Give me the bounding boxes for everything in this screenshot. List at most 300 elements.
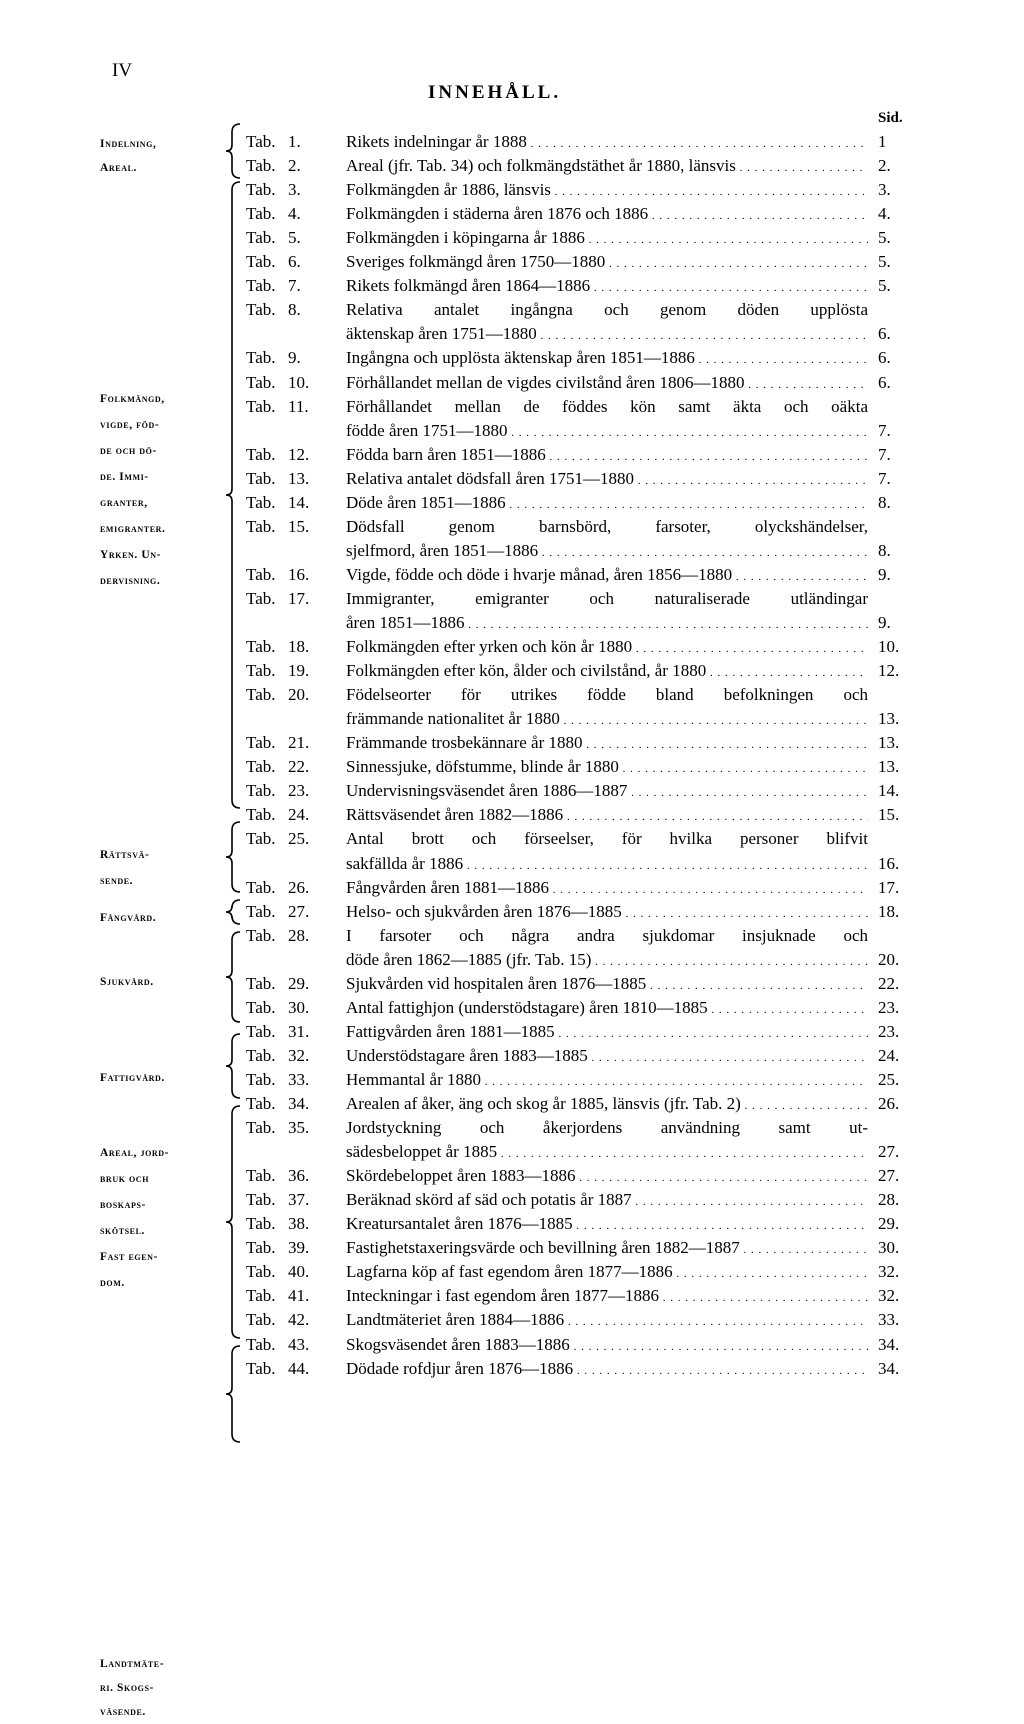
toc-entry-title-text: födde åren 1751—1880 . . . bbox=[346, 421, 868, 441]
toc-entry-title bbox=[346, 1070, 868, 1090]
toc-entry-label bbox=[246, 276, 301, 296]
toc-entry-label bbox=[246, 156, 301, 176]
category-label-line: skötsel. bbox=[100, 1225, 146, 1237]
tab-number: 43. bbox=[288, 1334, 310, 1354]
tab-label: Tab. bbox=[246, 1190, 276, 1210]
toc-entry-title-text: Relativa antalet ingångna och genom döden upplösta bbox=[346, 300, 868, 320]
toc-entry-title bbox=[346, 469, 868, 489]
category-label-line: granter, bbox=[100, 497, 148, 509]
tab-number: 20. bbox=[288, 685, 310, 705]
toc-entry-title bbox=[346, 397, 868, 417]
toc-entry-page: 32. bbox=[878, 1286, 900, 1306]
category-label-line: Rättsvä- bbox=[100, 849, 150, 861]
toc-entry-label bbox=[246, 469, 309, 489]
toc-entry-title bbox=[346, 421, 868, 441]
category-label bbox=[100, 906, 230, 930]
toc-entry-page: 15. bbox=[878, 805, 900, 825]
tab-number: 19. bbox=[288, 661, 310, 681]
category-label bbox=[100, 132, 230, 180]
category-label-line: Fattigvård. bbox=[100, 1072, 165, 1084]
toc-entry-page: 26. bbox=[878, 1094, 900, 1113]
toc-entry-title bbox=[346, 1046, 868, 1066]
toc-entry-label bbox=[246, 757, 309, 777]
tab-label: Tab. bbox=[246, 588, 276, 608]
category-label bbox=[100, 970, 230, 994]
toc-entry-title bbox=[346, 373, 868, 393]
toc-entry-title bbox=[346, 1262, 868, 1282]
toc-entry-title bbox=[346, 1118, 868, 1138]
tab-number: 16. bbox=[288, 564, 310, 584]
curly-brace bbox=[226, 1346, 240, 1442]
tab-label: Tab. bbox=[246, 973, 276, 993]
tab-number: 13. bbox=[288, 468, 310, 488]
toc-entry-title-text: Rikets folkmängd åren 1864—1886 . . . bbox=[346, 276, 868, 296]
toc-entry-title bbox=[346, 565, 868, 585]
toc-entry-page: 32. bbox=[878, 1262, 900, 1282]
toc-entry-label bbox=[246, 445, 309, 465]
tab-number: 8. bbox=[288, 300, 301, 320]
page-title: INNEHÅLL. bbox=[428, 82, 562, 103]
toc-entry-label bbox=[246, 1286, 309, 1306]
category-label bbox=[100, 386, 230, 594]
toc-entry-title-text: Folkmängden i köpingarna år 1886 . . . bbox=[346, 228, 868, 248]
toc-entry-page: 10. bbox=[878, 637, 900, 657]
toc-entry-label bbox=[246, 829, 309, 849]
tab-number: 5. bbox=[288, 228, 301, 248]
toc-entry-label bbox=[246, 685, 309, 705]
tab-label: Tab. bbox=[246, 1094, 276, 1113]
toc-entry-label bbox=[246, 1359, 309, 1379]
category-label-line: emigranter. bbox=[100, 523, 166, 535]
toc-entry-label bbox=[246, 781, 309, 801]
tab-label: Tab. bbox=[246, 757, 276, 777]
toc-entry-title-text: Folkmängden efter kön, ålder och civilstånd, år 1880 . . . bbox=[346, 661, 868, 681]
category-label-line: Sjukvård. bbox=[100, 976, 154, 988]
toc-entry-page: 13. bbox=[878, 757, 900, 777]
toc-entry-title bbox=[346, 300, 868, 320]
toc-entry-title-text: äktenskap åren 1751—1880 . . . bbox=[346, 324, 868, 344]
toc-entry-page: 2. bbox=[878, 156, 891, 176]
tab-number: 14. bbox=[288, 492, 310, 512]
category-label-line: Areal, jord- bbox=[100, 1147, 170, 1159]
category-label bbox=[100, 1652, 230, 1724]
toc-entry-title bbox=[346, 493, 868, 513]
tab-number: 39. bbox=[288, 1238, 310, 1258]
tab-number: 29. bbox=[288, 973, 310, 993]
toc-entry-title-text: Sjukvården vid hospitalen åren 1876—1885 . . . bbox=[346, 974, 868, 994]
toc-entry-title-text: Folkmängden i städerna åren 1876 och 1886 . . . bbox=[346, 204, 868, 224]
toc-entry-title-text: Helso- och sjukvården åren 1876—1885 . . . bbox=[346, 902, 868, 922]
toc-entry-label bbox=[246, 1022, 309, 1042]
toc-entry-label bbox=[246, 1238, 309, 1258]
category-label-line: Landtmäte- bbox=[100, 1658, 165, 1670]
tab-number: 31. bbox=[288, 1021, 310, 1041]
tab-label: Tab. bbox=[246, 685, 276, 705]
toc-entry-label bbox=[246, 1214, 309, 1234]
toc-entry-label bbox=[246, 926, 309, 946]
toc-entry-title-text: Skördebeloppet åren 1883—1886 . . . bbox=[346, 1166, 868, 1186]
toc-entry-page: 25. bbox=[878, 1069, 900, 1089]
toc-entry-title bbox=[346, 156, 868, 176]
page-column-header: Sid. bbox=[878, 110, 903, 126]
tab-label: Tab. bbox=[246, 1069, 276, 1089]
toc-entry-label bbox=[246, 373, 309, 393]
tab-label: Tab. bbox=[246, 805, 276, 825]
toc-entry-label bbox=[246, 1166, 309, 1186]
toc-entry-label bbox=[246, 1118, 309, 1138]
toc-entry-label bbox=[246, 902, 309, 922]
toc-entry-title bbox=[346, 1335, 868, 1355]
tab-number: 4. bbox=[288, 204, 301, 224]
toc-entry-title-text: Folkmängden efter yrken och kön år 1880 . . . bbox=[346, 637, 868, 657]
toc-entry-title bbox=[346, 950, 868, 970]
category-label-line: de och dö- bbox=[100, 445, 157, 457]
toc-entry-page: 7. bbox=[878, 444, 891, 464]
toc-entry-page: 30. bbox=[878, 1238, 900, 1258]
toc-entry-title-text: Dödade rofdjur åren 1876—1886 . . . bbox=[346, 1359, 868, 1379]
toc-entry-title bbox=[346, 1190, 868, 1210]
toc-entry-title-text: Rättsväsendet åren 1882—1886 . . . bbox=[346, 805, 868, 825]
toc-entry-page: 9. bbox=[878, 613, 891, 632]
tab-label: Tab. bbox=[246, 1045, 276, 1065]
toc-entry-title bbox=[346, 445, 868, 465]
toc-entry-page: 18. bbox=[878, 901, 900, 921]
category-label-line: boskaps- bbox=[100, 1199, 146, 1211]
toc-entry-page: 17. bbox=[878, 877, 900, 897]
tab-label: Tab. bbox=[246, 829, 276, 849]
toc-entry-label bbox=[246, 805, 309, 825]
toc-entry-label bbox=[246, 132, 301, 152]
toc-entry-label bbox=[246, 1046, 309, 1066]
toc-entry-title bbox=[346, 998, 868, 1018]
toc-entry-title-text: Dödsfall genom barnsbörd, farsoter, olyckshändelser, bbox=[346, 516, 868, 536]
tab-number: 38. bbox=[288, 1214, 310, 1234]
toc-entry-label bbox=[246, 998, 309, 1018]
toc-entry-title-text: Antal fattighjon (understödstagare) åren 1810—1885 . . . bbox=[346, 998, 868, 1018]
toc-entry-title-text: Förhållandet mellan de vigdes civilstånd åren 1806—1880 . . . bbox=[346, 373, 868, 393]
tab-number: 21. bbox=[288, 733, 310, 753]
toc-entry-label bbox=[246, 1190, 309, 1210]
page-number: IV bbox=[112, 60, 133, 81]
tab-label: Tab. bbox=[246, 925, 276, 945]
tab-label: Tab. bbox=[246, 1118, 276, 1138]
toc-entry-title bbox=[346, 348, 868, 368]
toc-entry-title-text: Jordstyckning och åkerjordens användning samt ut- bbox=[346, 1118, 868, 1138]
tab-label: Tab. bbox=[246, 132, 276, 151]
toc-entry-page: 3. bbox=[878, 180, 891, 200]
tab-number: 7. bbox=[288, 276, 301, 296]
tab-number: 41. bbox=[288, 1286, 310, 1306]
toc-entry-page: 4. bbox=[878, 204, 891, 224]
tab-number: 42. bbox=[288, 1310, 310, 1330]
toc-entry-title bbox=[346, 1022, 868, 1042]
toc-entry-page: 23. bbox=[878, 997, 900, 1017]
tab-label: Tab. bbox=[246, 661, 276, 681]
tab-number: 36. bbox=[288, 1166, 310, 1186]
toc-entry-title-text: Lagfarna köp af fast egendom åren 1877—1886 . . . bbox=[346, 1262, 868, 1282]
toc-entry-page: 1 bbox=[878, 132, 887, 151]
toc-entry-page: 29. bbox=[878, 1214, 900, 1234]
tab-label: Tab. bbox=[246, 1358, 276, 1378]
toc-entry-title bbox=[346, 829, 868, 849]
toc-entry-title bbox=[346, 541, 868, 561]
tab-label: Tab. bbox=[246, 396, 276, 416]
toc-entry-page: 23. bbox=[878, 1021, 900, 1041]
tab-label: Tab. bbox=[246, 1238, 276, 1258]
toc-entry-title-text: Fångvården åren 1881—1886 . . . bbox=[346, 878, 868, 898]
toc-entry-page: 9. bbox=[878, 564, 891, 584]
toc-entry-label bbox=[246, 589, 309, 609]
category-label-line: de. Immi- bbox=[100, 471, 149, 483]
toc-entry-title bbox=[346, 252, 868, 272]
tab-number: 3. bbox=[288, 180, 301, 200]
toc-entry-title-text: Ingångna och upplösta äktenskap åren 1851—1886 . . . bbox=[346, 348, 868, 368]
toc-entry-label bbox=[246, 300, 301, 320]
category-label-line: Yrken. Un- bbox=[100, 549, 162, 561]
category-label bbox=[100, 1140, 230, 1296]
category-label-line: väsende. bbox=[100, 1706, 146, 1718]
toc-entry-title bbox=[346, 180, 868, 200]
toc-entry-title-text: Födelseorter för utrikes födde bland befolkningen och bbox=[346, 685, 868, 705]
toc-entry-label bbox=[246, 565, 309, 585]
toc-entry-page: 33. bbox=[878, 1310, 900, 1330]
toc-entry-title bbox=[346, 1094, 868, 1114]
toc-entry-label bbox=[246, 493, 309, 513]
toc-entry-title bbox=[346, 757, 868, 777]
toc-entry-title bbox=[346, 1238, 868, 1258]
tab-number: 26. bbox=[288, 877, 310, 897]
toc-entry-title bbox=[346, 685, 868, 705]
toc-entry-title bbox=[346, 974, 868, 994]
toc-entry-title-text: Relativa antalet dödsfall åren 1751—1880 . . . bbox=[346, 469, 868, 489]
toc-entry-title-text: Rikets indelningar år 1888 . . . bbox=[346, 132, 868, 152]
toc-entry-page: 8. bbox=[878, 540, 891, 560]
tab-label: Tab. bbox=[246, 1166, 276, 1186]
toc-entry-label bbox=[246, 517, 309, 537]
toc-entry-page: 6. bbox=[878, 348, 891, 368]
category-label bbox=[100, 842, 230, 894]
tab-label: Tab. bbox=[246, 492, 276, 512]
tab-label: Tab. bbox=[246, 1262, 276, 1282]
category-label-line: Fast egen- bbox=[100, 1251, 158, 1263]
toc-entry-title-text: Fastighetstaxeringsvärde och bevillning åren 1882—1887 . . . bbox=[346, 1238, 868, 1258]
tab-label: Tab. bbox=[246, 348, 276, 368]
toc-entry-label bbox=[246, 397, 309, 417]
toc-entry-title bbox=[346, 228, 868, 248]
tab-number: 22. bbox=[288, 757, 310, 777]
toc-entry-label bbox=[246, 228, 301, 248]
toc-entry-title-text: Inteckningar i fast egendom åren 1877—1886 . . . bbox=[346, 1286, 868, 1306]
toc-entry-title bbox=[346, 276, 868, 296]
toc-entry-title-text: Arealen af åker, äng och skog år 1885, länsvis (jfr. Tab. 2) . . . bbox=[346, 1094, 868, 1114]
toc-entry-page: 5. bbox=[878, 276, 891, 296]
toc-entry-label bbox=[246, 180, 301, 200]
tab-number: 15. bbox=[288, 516, 310, 536]
tab-label: Tab. bbox=[246, 637, 276, 657]
toc-entry-title bbox=[346, 709, 868, 729]
toc-entry-title bbox=[346, 733, 868, 753]
toc-entry-title-text: döde åren 1862—1885 (jfr. Tab. 15) . . . bbox=[346, 950, 868, 970]
category-label-line: Folkmängd, bbox=[100, 393, 165, 405]
toc-entry-title bbox=[346, 781, 868, 801]
toc-entry-title bbox=[346, 589, 868, 609]
tab-number: 9. bbox=[288, 348, 301, 368]
toc-entry-page: 5. bbox=[878, 228, 891, 248]
toc-entry-title bbox=[346, 1166, 868, 1186]
toc-entry-title bbox=[346, 1214, 868, 1234]
toc-entry-title-text: Understödstagare åren 1883—1885 . . . bbox=[346, 1046, 868, 1066]
toc-entry-title bbox=[346, 1359, 868, 1379]
tab-number: 2. bbox=[288, 156, 301, 176]
toc-entry-page: 7. bbox=[878, 468, 891, 488]
toc-entry-title-text: åren 1851—1886 . . . bbox=[346, 613, 868, 633]
tab-number: 32. bbox=[288, 1045, 310, 1065]
toc-entry-label bbox=[246, 348, 301, 368]
toc-entry-label bbox=[246, 1070, 309, 1090]
tab-label: Tab. bbox=[246, 372, 276, 392]
tab-label: Tab. bbox=[246, 300, 276, 320]
toc-entry-title bbox=[346, 324, 868, 344]
toc-entry-page: 13. bbox=[878, 709, 900, 729]
toc-entry-title bbox=[346, 613, 868, 633]
category-label-line: vigde, föd- bbox=[100, 419, 160, 431]
toc-entry-title-text: sakfällda år 1886 . . . bbox=[346, 854, 868, 874]
tab-label: Tab. bbox=[246, 564, 276, 584]
category-label-line: dervisning. bbox=[100, 575, 161, 587]
tab-number: 1. bbox=[288, 132, 301, 151]
toc-entry-title bbox=[346, 902, 868, 922]
toc-entry-title-text: Sinnessjuke, döfstumme, blinde år 1880 . . . bbox=[346, 757, 868, 777]
tab-number: 11. bbox=[288, 396, 309, 416]
toc-entry-page: 16. bbox=[878, 853, 900, 873]
toc-entry-label bbox=[246, 1310, 309, 1330]
tab-label: Tab. bbox=[246, 877, 276, 897]
tab-number: 24. bbox=[288, 805, 310, 825]
toc-entry-page: 7. bbox=[878, 420, 891, 440]
toc-entry-title bbox=[346, 1286, 868, 1306]
tab-label: Tab. bbox=[246, 444, 276, 464]
toc-entry-title-text: Fattigvården åren 1881—1885 . . . bbox=[346, 1022, 868, 1042]
toc-entry-page: 28. bbox=[878, 1190, 900, 1210]
toc-entry-label bbox=[246, 733, 309, 753]
tab-label: Tab. bbox=[246, 901, 276, 921]
category-label bbox=[100, 1066, 230, 1090]
toc-entry-page: 12. bbox=[878, 661, 900, 681]
category-label-line: Fångvård. bbox=[100, 912, 157, 924]
toc-entry-title bbox=[346, 132, 868, 152]
toc-entry-title bbox=[346, 805, 868, 825]
tab-label: Tab. bbox=[246, 180, 276, 200]
toc-entry-title-text: Beräknad skörd af säd och potatis år 1887 . . . bbox=[346, 1190, 868, 1210]
toc-entry-title-text: Skogsväsendet åren 1883—1886 . . . bbox=[346, 1335, 868, 1355]
tab-label: Tab. bbox=[246, 276, 276, 296]
toc-entry-title-text: Vigde, födde och döde i hvarje månad, åren 1856—1880 . . . bbox=[346, 565, 868, 585]
toc-entry-title-text: Undervisningsväsendet åren 1886—1887 . . . bbox=[346, 781, 868, 801]
toc-entry-title bbox=[346, 517, 868, 537]
toc-entry-title bbox=[346, 204, 868, 224]
tab-label: Tab. bbox=[246, 1286, 276, 1306]
tab-label: Tab. bbox=[246, 1334, 276, 1354]
toc-entry-title-text: Landtmäteriet åren 1884—1886 . . . bbox=[346, 1310, 868, 1330]
tab-number: 34. bbox=[288, 1094, 310, 1113]
tab-number: 27. bbox=[288, 901, 310, 921]
toc-entry-title-text: Folkmängden år 1886, länsvis . . . bbox=[346, 180, 868, 200]
tab-label: Tab. bbox=[246, 228, 276, 248]
tab-number: 25. bbox=[288, 829, 310, 849]
toc-entry-title bbox=[346, 637, 868, 657]
toc-entry-label bbox=[246, 661, 309, 681]
toc-entry-title-text: Hemmantal år 1880 . . . bbox=[346, 1070, 868, 1090]
tab-number: 17. bbox=[288, 588, 310, 608]
toc-entry-title bbox=[346, 878, 868, 898]
tab-label: Tab. bbox=[246, 204, 276, 224]
tab-label: Tab. bbox=[246, 733, 276, 753]
toc-entry-title-text: Förhållandet mellan de föddes kön samt äkta och oäkta bbox=[346, 396, 868, 416]
tab-number: 28. bbox=[288, 925, 310, 945]
toc-entry-title-text: Antal brott och förseelser, för hvilka personer blifvit bbox=[346, 829, 868, 849]
tab-number: 6. bbox=[288, 252, 301, 272]
tab-label: Tab. bbox=[246, 1021, 276, 1041]
toc-entry-page: 22. bbox=[878, 973, 900, 993]
toc-entry-page: 24. bbox=[878, 1045, 900, 1065]
tab-label: Tab. bbox=[246, 1214, 276, 1234]
toc-entry-page: 8. bbox=[878, 492, 891, 512]
toc-entry-title-text: I farsoter och några andra sjukdomar insjuknade och bbox=[346, 925, 868, 945]
toc-entry-page: 27. bbox=[878, 1166, 900, 1186]
toc-entry-title bbox=[346, 854, 868, 874]
toc-entry-title-text: Sveriges folkmängd åren 1750—1880 . . . bbox=[346, 252, 868, 272]
tab-label: Tab. bbox=[246, 781, 276, 801]
toc-entry-page: 34. bbox=[878, 1334, 900, 1354]
toc-entry-title-text: Döde åren 1851—1886 . . . bbox=[346, 493, 868, 513]
toc-entry-title bbox=[346, 926, 868, 946]
category-label-line: sende. bbox=[100, 875, 134, 887]
toc-entry-title-text: sädesbeloppet år 1885 . . . bbox=[346, 1142, 868, 1162]
toc-entry-page: 6. bbox=[878, 324, 891, 344]
tab-number: 12. bbox=[288, 444, 310, 464]
tab-label: Tab. bbox=[246, 1310, 276, 1330]
toc-entry-title-text: sjelfmord, åren 1851—1886 . . . bbox=[346, 541, 868, 561]
toc-entry-label bbox=[246, 974, 309, 994]
toc-entry-page: 20. bbox=[878, 949, 900, 969]
toc-entry-title-text: Areal (jfr. Tab. 34) och folkmängdstäthet år 1880, länsvis . . . bbox=[346, 156, 868, 176]
toc-entry-label bbox=[246, 1262, 309, 1282]
toc-entry-label bbox=[246, 878, 309, 898]
toc-entry-title-text: främmande nationalitet år 1880 . . . bbox=[346, 709, 868, 729]
category-label-line: dom. bbox=[100, 1277, 125, 1289]
tab-number: 30. bbox=[288, 997, 310, 1017]
tab-label: Tab. bbox=[246, 516, 276, 536]
tab-number: 44. bbox=[288, 1358, 310, 1378]
toc-entry-page: 5. bbox=[878, 252, 891, 272]
toc-entry-page: 14. bbox=[878, 781, 900, 801]
tab-label: Tab. bbox=[246, 252, 276, 272]
category-label-line: Areal. bbox=[100, 162, 138, 174]
toc-entry-title bbox=[346, 1310, 868, 1330]
tab-label: Tab. bbox=[246, 156, 276, 176]
tab-label: Tab. bbox=[246, 997, 276, 1017]
tab-number: 35. bbox=[288, 1118, 310, 1138]
category-label-line: ri. Skogs- bbox=[100, 1682, 154, 1694]
toc-entry-title-text: Främmande trosbekännare år 1880 . . . bbox=[346, 733, 868, 753]
toc-entry-title-text: Födda barn åren 1851—1886 . . . bbox=[346, 445, 868, 465]
toc-entry-title-text: Kreatursantalet åren 1876—1885 . . . bbox=[346, 1214, 868, 1234]
toc-entry-title-text: Immigranter, emigranter och naturaliserade utländingar bbox=[346, 588, 868, 608]
tab-number: 10. bbox=[288, 372, 310, 392]
tab-number: 18. bbox=[288, 637, 310, 657]
tab-number: 23. bbox=[288, 781, 310, 801]
toc-entry-page: 27. bbox=[878, 1142, 900, 1162]
